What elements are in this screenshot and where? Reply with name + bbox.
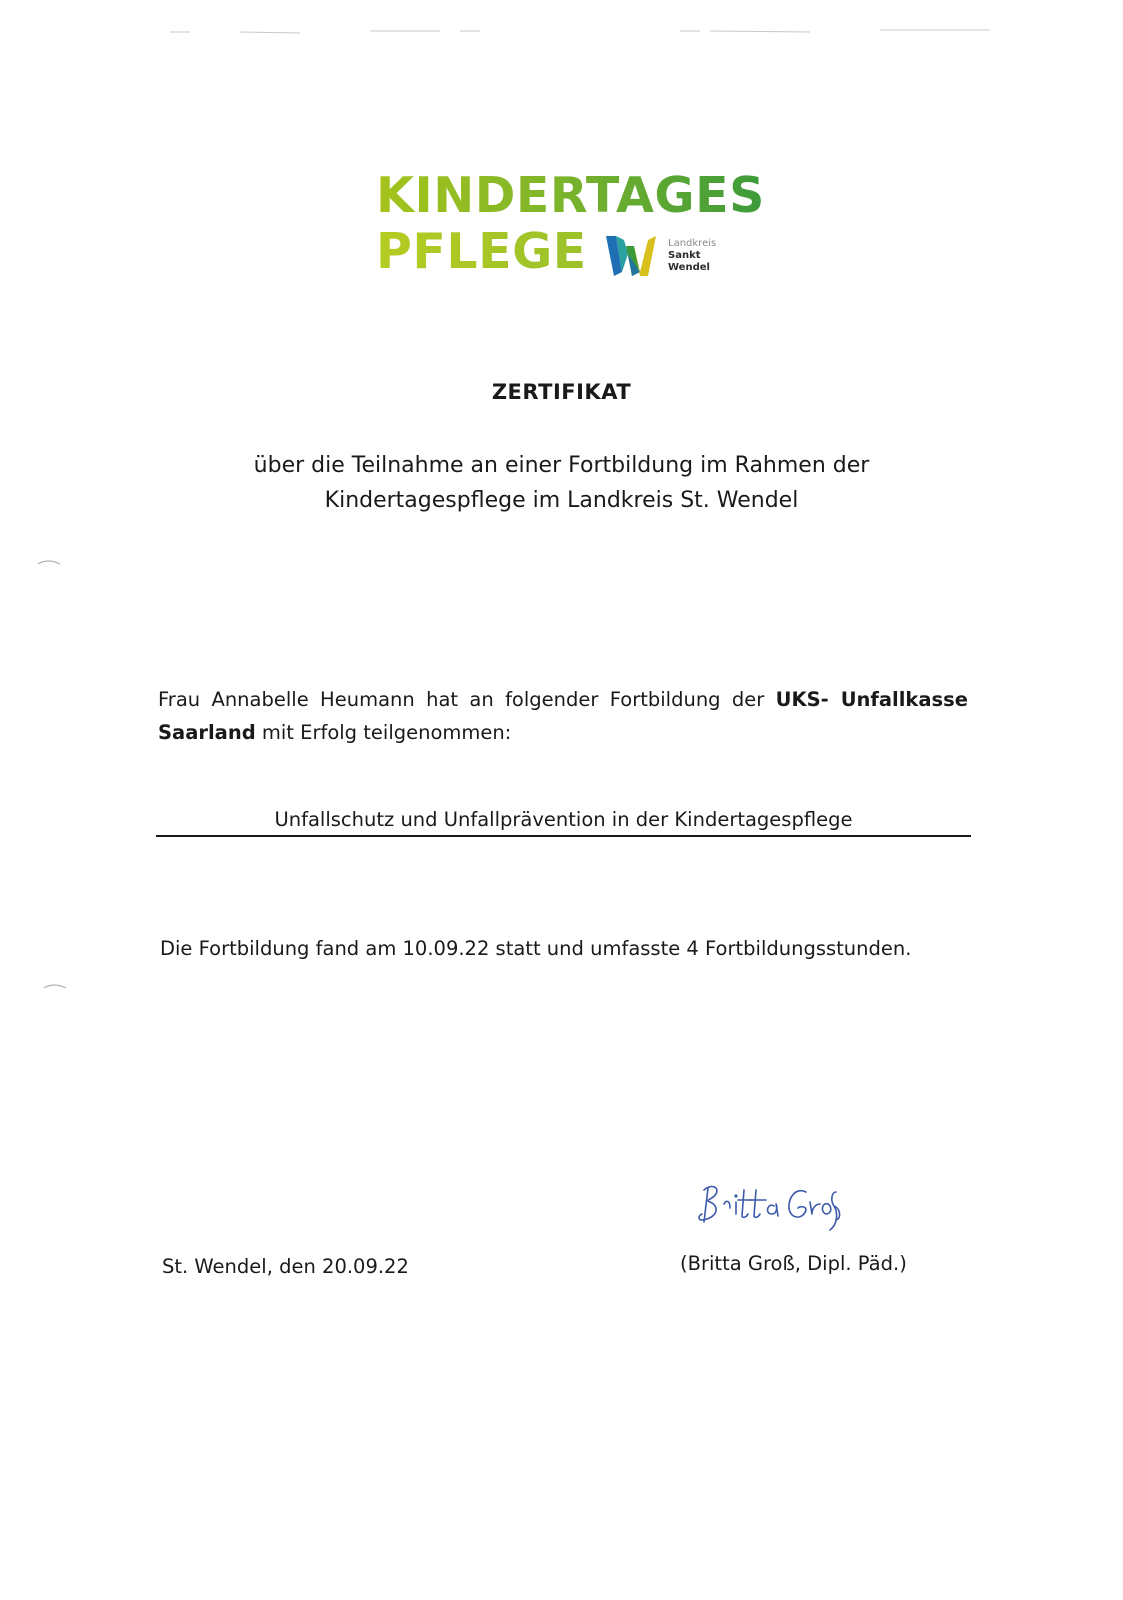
logo-district-line1: Landkreis [668, 238, 717, 249]
logo-district-line3: Wendel [668, 262, 710, 273]
logo-wordmark-line1: KINDERTAGES [376, 167, 765, 224]
signer-name: (Britta Groß, Dipl. Päd.) [680, 1252, 907, 1275]
participant-statement [158, 683, 968, 749]
logo-wordmark-line2: PFLEGE [376, 223, 587, 280]
handwritten-signature [690, 1178, 850, 1238]
margin-mark-upper [34, 558, 64, 568]
margin-mark-lower [40, 982, 70, 992]
scan-artifacts [0, 0, 1123, 60]
logo-district-name [668, 238, 716, 274]
course-details: Die Fortbildung fand am 10.09.22 statt und umfasste 4 Fortbildungsstunden. [160, 937, 912, 960]
certificate-title: ZERTIFIKAT [491, 380, 632, 404]
subtitle-line2: Kindertagespflege im Landkreis St. Wendel [324, 488, 799, 513]
kindertagespflege-logo [376, 168, 776, 288]
participant-text-post: mit Erfolg teilgenommen: [255, 721, 512, 744]
course-title: Unfallschutz und Unfallprävention in der Kindertagespflege [156, 808, 971, 837]
logo-district-line2: Sankt [668, 250, 701, 261]
participant-text-pre: Frau Annabelle Heumann hat an folgender Fortbildung der [158, 688, 776, 711]
certificate-subtitle [0, 448, 1123, 518]
place-and-date: St. Wendel, den 20.09.22 [162, 1255, 409, 1278]
subtitle-line1: über die Teilnahme an einer Fortbildung im Rahmen der [253, 453, 870, 478]
landkreis-w-emblem-icon [604, 232, 658, 280]
provider-name: UKS- Unfallkasse Saarland [158, 688, 968, 744]
